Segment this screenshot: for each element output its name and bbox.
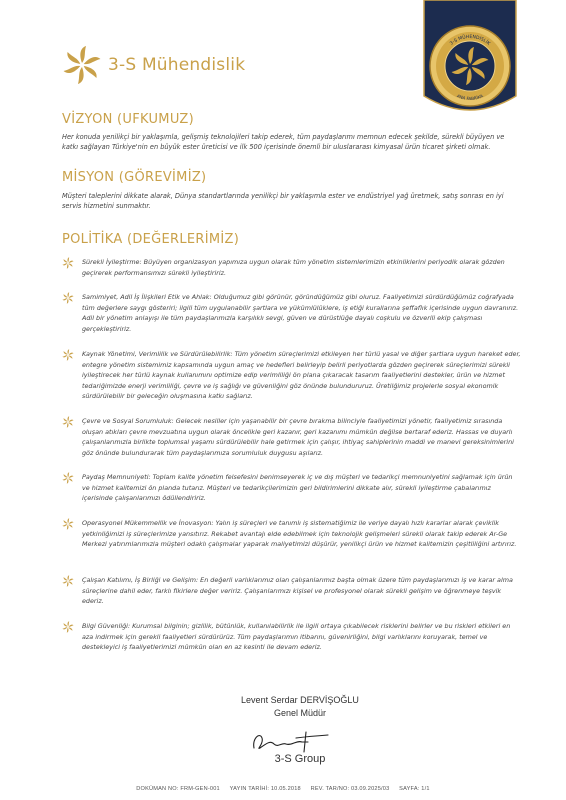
propeller-logo-icon xyxy=(62,45,102,85)
policy-item-text: Çevre ve Sosyal Sorumluluk: Gelecek nesiller için yaşanabilir bir çevre bırakma bilinciyle faaliyetimizi yönetir, faaliyetimiz sırasında oluşan atıkları çevre mevzuatına uygun olarak öncelikle geri kazanır, geri kazanımı mümkün değilse bertaraf ederiz. Hassas ve duyarlı çalışanlarımızla birlikte toplumsal yaşamı sürdürülebilir hale getirmek için çalışır, ihtiyaç sahiplerinin maddi ve manevi gereksinimlerini göz önünde bulundurarak tüm paydaşlarımıza sorumluluk duygusu aşılarız. xyxy=(82,417,514,457)
policy-item-text: Paydaş Memnuniyeti: Toplam kalite yönetim felsefesini benimseyerek iç ve dış müşteri ve tedarikçi memnuniyetini sağlamak için ürün ve hizmet kalitemizi ön planda tutarız. Müşteri ve tedarikçilerimizin geri bildirimlerini dikkate alır, sürekli iyileştirme çabalarımız içerisinde çalışanlarımızı ödüllendiririz. xyxy=(82,473,513,503)
footer-revision: REV. TAR/NO: 03.09.2025/03 xyxy=(310,786,390,792)
seal-ribbon-icon xyxy=(420,0,520,120)
propeller-logo-icon xyxy=(62,621,74,633)
mission-title: MİSYON (GÖREVİMİZ) xyxy=(62,170,207,185)
policy-item-text: Kaynak Yönetimi, Verimlilik ve Sürdürülebilirlik: Tüm yönetim süreçlerimizi etkileyen her türlü yasal ve diğer şartlara uygun hareket eder, entegre yönetim sistemimiz kapsamında uygun amaç ve hedefleri belirleyip belirli periyotlarda gözden geçirerek süreçlerimizi sürekli iyileştirecek her türlü kaynak kullanımını optimize edip verimliliği ön plana çıkaracak tasarım faaliyetlerini destekler, ürün ve hizmet tedariğimizde enerji verimliliği, çevre ve iş sağlığı ve güvenliğini göz önünde bulundururuz. Üretilğimiz projelerle sosyal ekonomik sürdürülebilir bir geleceğin oluşmasına katkı sağlarız. xyxy=(82,350,521,401)
group-name: 3-S Group xyxy=(274,753,326,765)
propeller-logo-icon xyxy=(62,416,74,428)
footer-page: SAYFA: 1/1 xyxy=(399,786,430,792)
seal-text-bottom: ANA FABRİKA xyxy=(456,93,484,102)
policy-item-text: Operasyonel Mükemmellik ve İnovasyon: Yalın iş süreçleri ve tanımlı iş sistematiğimiz ile veriye dayalı hızlı kararlar alarak çeviklik yetkinliğimizi iş süreçlerimize yansıtırız. Rekabet avantajı elde edebilmek için teknolojik gelişmeleri sürekli olarak takip ederek Ar-Ge Merkezi yatırımlarımızla müşteri odaklı çalışmalar yaparak maliyetimizi düşürür, yenilikçi ürün ve hizmet kalitemizin çeşitliliğini artırırız. xyxy=(82,519,517,549)
propeller-logo-icon xyxy=(62,472,74,484)
mission-text: Müşteri taleplerini dikkate alarak, Dünya standartlarında yenilikçi bir yaklaşımla ester ve endüstriyel yağ üretmek, satış sonrası en iyi servis hizmetini sunmaktır. xyxy=(62,192,504,211)
propeller-logo-icon xyxy=(62,518,74,530)
company-logo xyxy=(62,43,245,87)
propeller-logo-icon xyxy=(62,575,74,587)
signatory-name: Levent Serdar DERVİŞOĞLU xyxy=(241,695,359,705)
policy-item-text: Samimiyet, Adil İş İlişkileri Etik ve Ahlak: Olduğumuz gibi görünür, göründüğümüz gibi oluruz. Faaliyetimizi sürdürdüğümüz coğrafyada tüm değerlere saygı gösteriri; ilgili tüm uygulanabilir şartlara ve yükümlülüklere, iş etiği kurallarına şeffaflık içerisinde uygun davranırız. Adil bir yönetim anlayışı ile tüm paydaşlarımızla karşılıklı sevgi, güven ve dürüstlüğe dayalı coşkulu ve özverili ekip çalışması gerçekleştiririz. xyxy=(82,293,519,333)
footer-publish-date: YAYIN TARİHİ: 10.05.2018 xyxy=(229,786,301,792)
handwritten-signature xyxy=(248,728,332,754)
propeller-logo-icon xyxy=(62,257,74,269)
propeller-logo-icon xyxy=(62,349,74,361)
policy-item-text: Sürekli İyileştirme: Büyüyen organizasyon yapımıza uygun olarak tüm yönetim sistemlerimizin etkinliklerini periyodik olarak gözden geçirerek performansımızı sürekli iyileştiririz. xyxy=(82,258,505,277)
logo-text: 3-S Mühendislik xyxy=(108,55,246,75)
policy-item-text: Bilgi Güvenliği: Kurumsal bilginin; gizlilik, bütünlük, kullanılabilirlik ile ilgili ortaya çıkabilecek risklerini belirler ve bu riskleri etkileri en aza indirmek için gerekli faaliyetleri sürdürürüz. Tüm paydaşlarımın itibarını, güvenirliğini, bilgi varlıklarını koruyarak, temel ve destekleyici iş faaliyetlerimizi mümkün olan en az kesinti ile devam ederiz. xyxy=(82,622,511,652)
seal-text-top: 3-S MÜHENDİSLİK xyxy=(449,34,491,47)
vision-text: Her konuda yenilikçi bir yaklaşımla, gelişmiş teknolojileri takip ederek, tüm paydaşlarımı memnun edecek şekilde, sürekli büyüyen ve katkı sağlayan Türkiye'nin en büyük ester üreticisi ve ilk 500 içerisinde önemli bir uluslararası kimyasal ürün ticaret şirketi olmak. xyxy=(62,133,505,152)
document-footer xyxy=(0,786,566,792)
policy-item-text: Çalışan Katılımı, İş Birliği ve Gelişim: En değerli varlıklarımız olan çalışanlarımız başta olmak üzere tüm paydaşlarımızı iş ve karar alma süreçlerine dahil eder, farklı fikirlere değer veririz. Çalışanlarımızı kişisel ve profesyonel olarak sürekli gelişim ve öğrenmeye teşvik ederiz. xyxy=(82,576,513,606)
propeller-logo-icon xyxy=(62,292,74,304)
policy-title: POLİTİKA (DEĞERLERİMİZ) xyxy=(62,232,240,247)
footer-doc-no: DOKÜMAN NO: FRM-GEN-001 xyxy=(136,786,220,792)
vision-title: VİZYON (UFKUMUZ) xyxy=(62,112,194,127)
signatory-role: Genel Müdür xyxy=(273,708,327,718)
